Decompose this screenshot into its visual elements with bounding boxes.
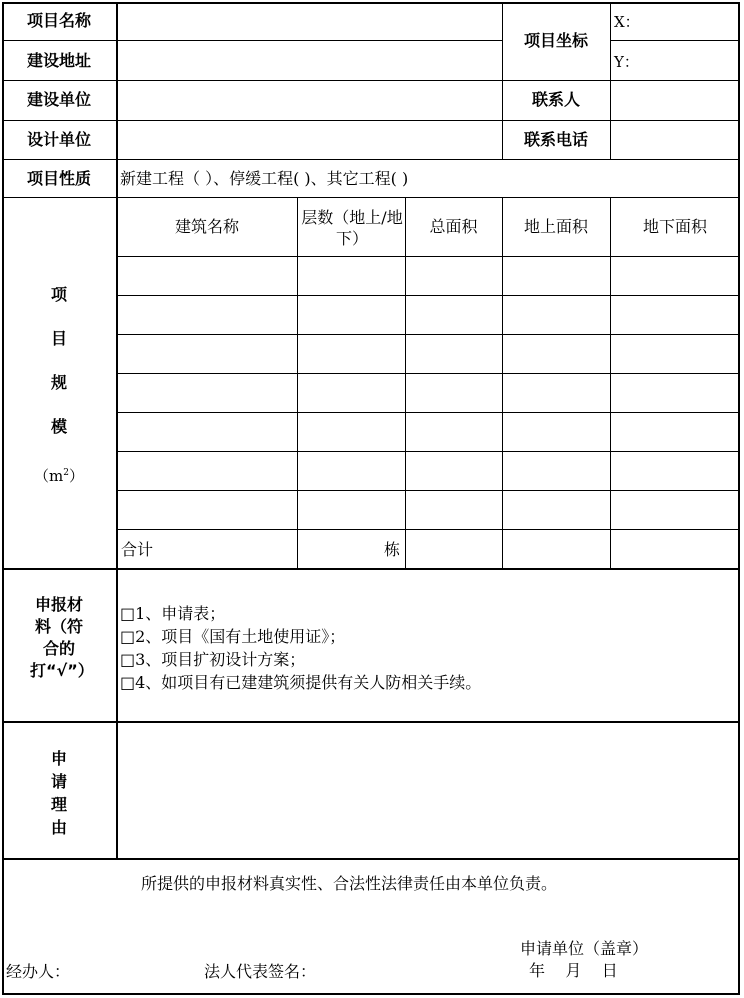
- handler-label: 经办人：: [6, 962, 71, 981]
- coord-y-label: Y：: [614, 53, 639, 71]
- grid-line: [502, 197, 503, 568]
- grid-line: [117, 490, 740, 491]
- scale-label-2: 目: [50, 329, 67, 348]
- grid-line: [2, 80, 740, 81]
- grid-line: [2, 568, 740, 570]
- grid-line: [2, 858, 740, 860]
- address-label: 建设地址: [26, 51, 91, 70]
- project-name-field[interactable]: [118, 3, 501, 39]
- designer-label: 设计单位: [26, 130, 91, 149]
- col-total-area: 总面积: [429, 217, 478, 236]
- grid-line: [117, 529, 740, 530]
- builder-field[interactable]: [118, 82, 501, 119]
- material-item-4[interactable]: □4、如项目有已建建筑须提供有关人防相关手续。: [120, 673, 482, 692]
- contact-label: 联系人: [531, 90, 580, 109]
- grid-line: [117, 334, 740, 335]
- grid-line: [2, 197, 740, 198]
- scale-label-3: 规: [50, 373, 67, 392]
- grid-line: [610, 2, 611, 159]
- grid-line: [117, 256, 740, 257]
- grid-line: [117, 295, 740, 296]
- date-label: 年 月 日: [529, 961, 618, 980]
- coord-y-field[interactable]: [640, 42, 738, 79]
- phone-field[interactable]: [612, 122, 738, 158]
- legal-rep-label: 法人代表签名：: [204, 962, 317, 981]
- scale-unit: $(m^2)$: [34, 467, 84, 485]
- grid-line: [2, 120, 740, 121]
- col-above-area: 地上面积: [523, 217, 588, 236]
- scale-label-4: 模: [50, 417, 67, 436]
- coord-x-label: X：: [614, 13, 640, 31]
- contact-field[interactable]: [612, 82, 738, 119]
- reason-label-3: 理: [50, 795, 67, 814]
- applicant-unit-label: 申请单位（盖章）: [520, 939, 649, 958]
- reason-label-4: 由: [50, 818, 67, 837]
- grid-line: [610, 197, 611, 568]
- coord-label: 项目坐标: [523, 31, 588, 50]
- col-floors: 层数（地上/地下）: [301, 208, 403, 248]
- grid-line: [117, 451, 740, 452]
- grid-line: [2, 159, 740, 160]
- col-below-area: 地下面积: [642, 217, 707, 236]
- reason-label-2: 请: [50, 772, 67, 791]
- grid-line: [297, 197, 298, 568]
- reason-field[interactable]: [119, 724, 738, 857]
- total-label: 合计: [121, 540, 154, 559]
- grid-line: [2, 721, 740, 723]
- material-item-2[interactable]: □2、项目《国有土地使用证》；: [120, 627, 346, 646]
- declaration-text: 所提供的申报材料真实性、合法性法律责任由本单位负责。: [141, 874, 558, 893]
- grid-line: [117, 40, 502, 41]
- material-item-3[interactable]: □3、项目扩初设计方案；: [120, 650, 306, 669]
- building-unit: 栋: [384, 540, 401, 559]
- phone-label: 联系电话: [523, 130, 588, 149]
- grid-line: [610, 40, 740, 41]
- nature-options[interactable]: 新建工程（ ）、停缓工程( )、其它工程( ): [120, 169, 409, 188]
- materials-label: 申报材料（符合的打“√”）: [30, 595, 94, 680]
- grid-line: [117, 373, 740, 374]
- address-field[interactable]: [118, 42, 501, 79]
- grid-line: [2, 40, 117, 41]
- material-item-1[interactable]: □1、申请表；: [120, 604, 226, 623]
- designer-field[interactable]: [118, 122, 501, 158]
- scale-label-1: 项: [50, 285, 67, 304]
- col-building-name: 建筑名称: [174, 217, 239, 236]
- project-name-label: 项目名称: [26, 11, 91, 30]
- builder-label: 建设单位: [26, 90, 91, 109]
- grid-line: [117, 412, 740, 413]
- reason-label-1: 申: [50, 749, 67, 768]
- nature-label: 项目性质: [26, 169, 91, 188]
- coord-x-field[interactable]: [640, 3, 738, 39]
- grid-line: [405, 197, 406, 568]
